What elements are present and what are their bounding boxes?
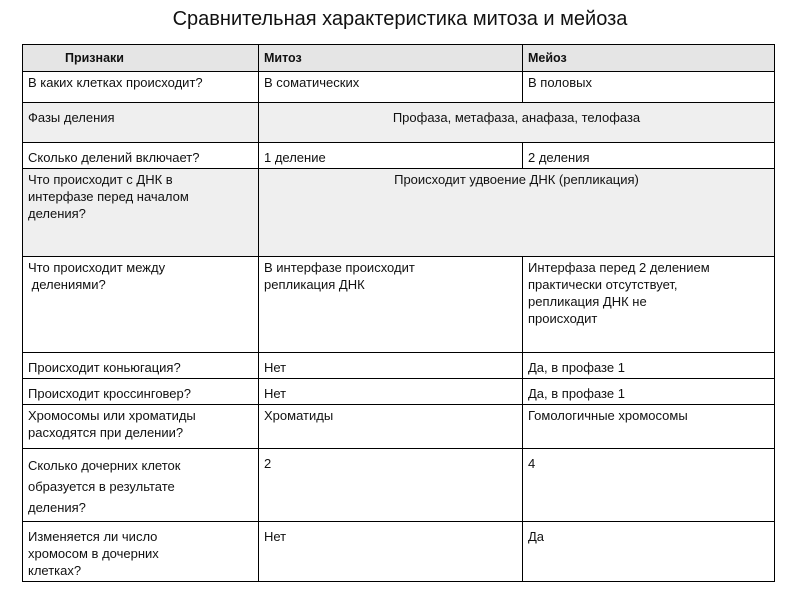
feature-line: Что происходит между: [28, 260, 166, 275]
feature-line: интерфазе перед началом: [28, 189, 189, 204]
feature-line: Хромосомы или хроматиды: [28, 408, 196, 423]
comparison-table: [22, 44, 775, 582]
feature-line: Сколько дочерних клеток: [28, 458, 181, 473]
meiosis-line: Интерфаза перед 2 делением: [528, 260, 710, 275]
meiosis-cell: [523, 257, 775, 353]
merged-cell: Профаза, метафаза, анафаза, телофаза: [259, 103, 775, 143]
feature-cell: [23, 257, 259, 353]
feature-cell: [23, 169, 259, 257]
meiosis-cell: Гомологичные хромосомы: [523, 405, 775, 449]
mitosis-cell: Нет: [259, 353, 523, 379]
mitosis-line: В интерфазе происходит: [264, 260, 415, 275]
feature-cell: Сколько делений включает?: [23, 143, 259, 169]
feature-cell: [23, 449, 259, 522]
meiosis-cell: В половых: [523, 72, 775, 103]
table-row: [23, 522, 775, 582]
mitosis-cell: В соматических: [259, 72, 523, 103]
feature-line: расходятся при делении?: [28, 425, 184, 440]
mitosis-cell: Нет: [259, 379, 523, 405]
table-row: [23, 449, 775, 522]
feature-line: хромосом в дочерних: [28, 546, 159, 561]
table-row: [23, 405, 775, 449]
feature-cell: [23, 405, 259, 449]
feature-cell: В каких клетках происходит?: [23, 72, 259, 103]
meiosis-cell: 2 деления: [523, 143, 775, 169]
feature-cell: Происходит кроссинговер?: [23, 379, 259, 405]
mitosis-cell: 1 деление: [259, 143, 523, 169]
page-title: Сравнительная характеристика митоза и мейоза: [172, 8, 628, 30]
meiosis-cell: Да, в профазе 1: [523, 353, 775, 379]
merged-cell: Происходит удвоение ДНК (репликация): [259, 169, 775, 257]
meiosis-line: практически отсутствует,: [528, 277, 678, 292]
meiosis-line: репликация ДНК не: [528, 294, 647, 309]
table-row: [23, 257, 775, 353]
mitosis-cell: 2: [259, 449, 523, 522]
table-row: [23, 353, 775, 379]
table-row: [23, 169, 775, 257]
table-header-row: [23, 45, 775, 72]
meiosis-cell: Да: [523, 522, 775, 582]
feature-line: деления?: [28, 206, 86, 221]
mitosis-cell: Хроматиды: [259, 405, 523, 449]
table-row: [23, 103, 775, 143]
meiosis-cell: 4: [523, 449, 775, 522]
header-cell-mitosis: Митоз: [259, 45, 523, 72]
meiosis-cell: Да, в профазе 1: [523, 379, 775, 405]
feature-line: Что происходит с ДНК в: [28, 172, 173, 187]
feature-cell: [23, 522, 259, 582]
table-row: [23, 379, 775, 405]
mitosis-line: репликация ДНК: [264, 277, 365, 292]
feature-line: образуется в результате: [28, 479, 175, 494]
feature-cell: Происходит коньюгация?: [23, 353, 259, 379]
feature-line: клетках?: [28, 563, 82, 578]
mitosis-cell: [259, 257, 523, 353]
feature-line: Изменяется ли число: [28, 529, 158, 544]
feature-cell: Фазы деления: [23, 103, 259, 143]
header-cell-features: Признаки: [23, 45, 259, 72]
mitosis-cell: Нет: [259, 522, 523, 582]
table-row: [23, 143, 775, 169]
table-row: [23, 72, 775, 103]
feature-line: деления?: [28, 500, 86, 515]
feature-line: делениями?: [28, 277, 106, 292]
header-cell-meiosis: Мейоз: [523, 45, 775, 72]
meiosis-line: происходит: [528, 311, 598, 326]
